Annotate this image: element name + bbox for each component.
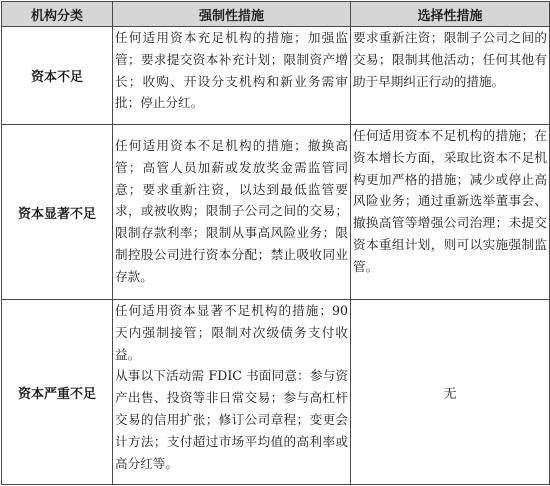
row-category: 资本不足	[2, 27, 113, 125]
mandatory-measures	[113, 27, 351, 125]
mandatory-paragraph: 从事以下活动需 FDIC 书面同意：参与资产出售、投资等非日常交易；参与高杠杆交易的信用扩张；修订公司章程；变更会计方法；支付超过市场平均值的高利率或高分红等。	[115, 368, 348, 471]
mandatory-paragraph: 任何适用资本显著不足机构的措施；90 天内强制接管；限制对次级债务支付收益。	[115, 303, 348, 362]
mandatory-paragraph: 任何适用资本充足机构的措施；加强监管；要求提交资本补充计划；限制资产增长；收购、开设分支机构和新业务需审批；停止分红。	[115, 30, 348, 111]
header-optional: 选择性措施	[351, 2, 550, 27]
table-row	[2, 125, 550, 300]
optional-measures: 任何适用资本不足机构的措施；在资本增长方面，采取比资本不足机构更加严格的措施；减少或停止高风险业务；通过重新选举董事会、撤换高管等增强公司治理；未提交资本重组计划，则可以实施强制监管。	[351, 125, 550, 300]
mandatory-paragraph: 任何适用资本不足机构的措施；撤换高管；高管人员加薪或发放奖金需监管同意；要求重新注资，以达到最低监管要求，或被收购；限制子公司之间的交易；限制存款利率；限制从事高风险业务；限制控股公司进行资本分配；禁止吸收同业存款。	[115, 138, 348, 284]
header-category: 机构分类	[2, 2, 113, 27]
mandatory-measures	[113, 300, 351, 485]
row-category: 资本显著不足	[2, 125, 113, 300]
header-mandatory: 强制性措施	[113, 2, 351, 27]
measures-table	[1, 1, 550, 485]
optional-measures: 无	[351, 300, 550, 485]
header-row	[2, 2, 550, 27]
optional-measures: 要求重新注资；限制子公司之间的交易；限制其他活动；任何其他有助于早期纠正行动的措施。	[351, 27, 550, 125]
row-category: 资本严重不足	[2, 300, 113, 485]
table-row	[2, 300, 550, 485]
mandatory-measures	[113, 125, 351, 300]
table-row	[2, 27, 550, 125]
